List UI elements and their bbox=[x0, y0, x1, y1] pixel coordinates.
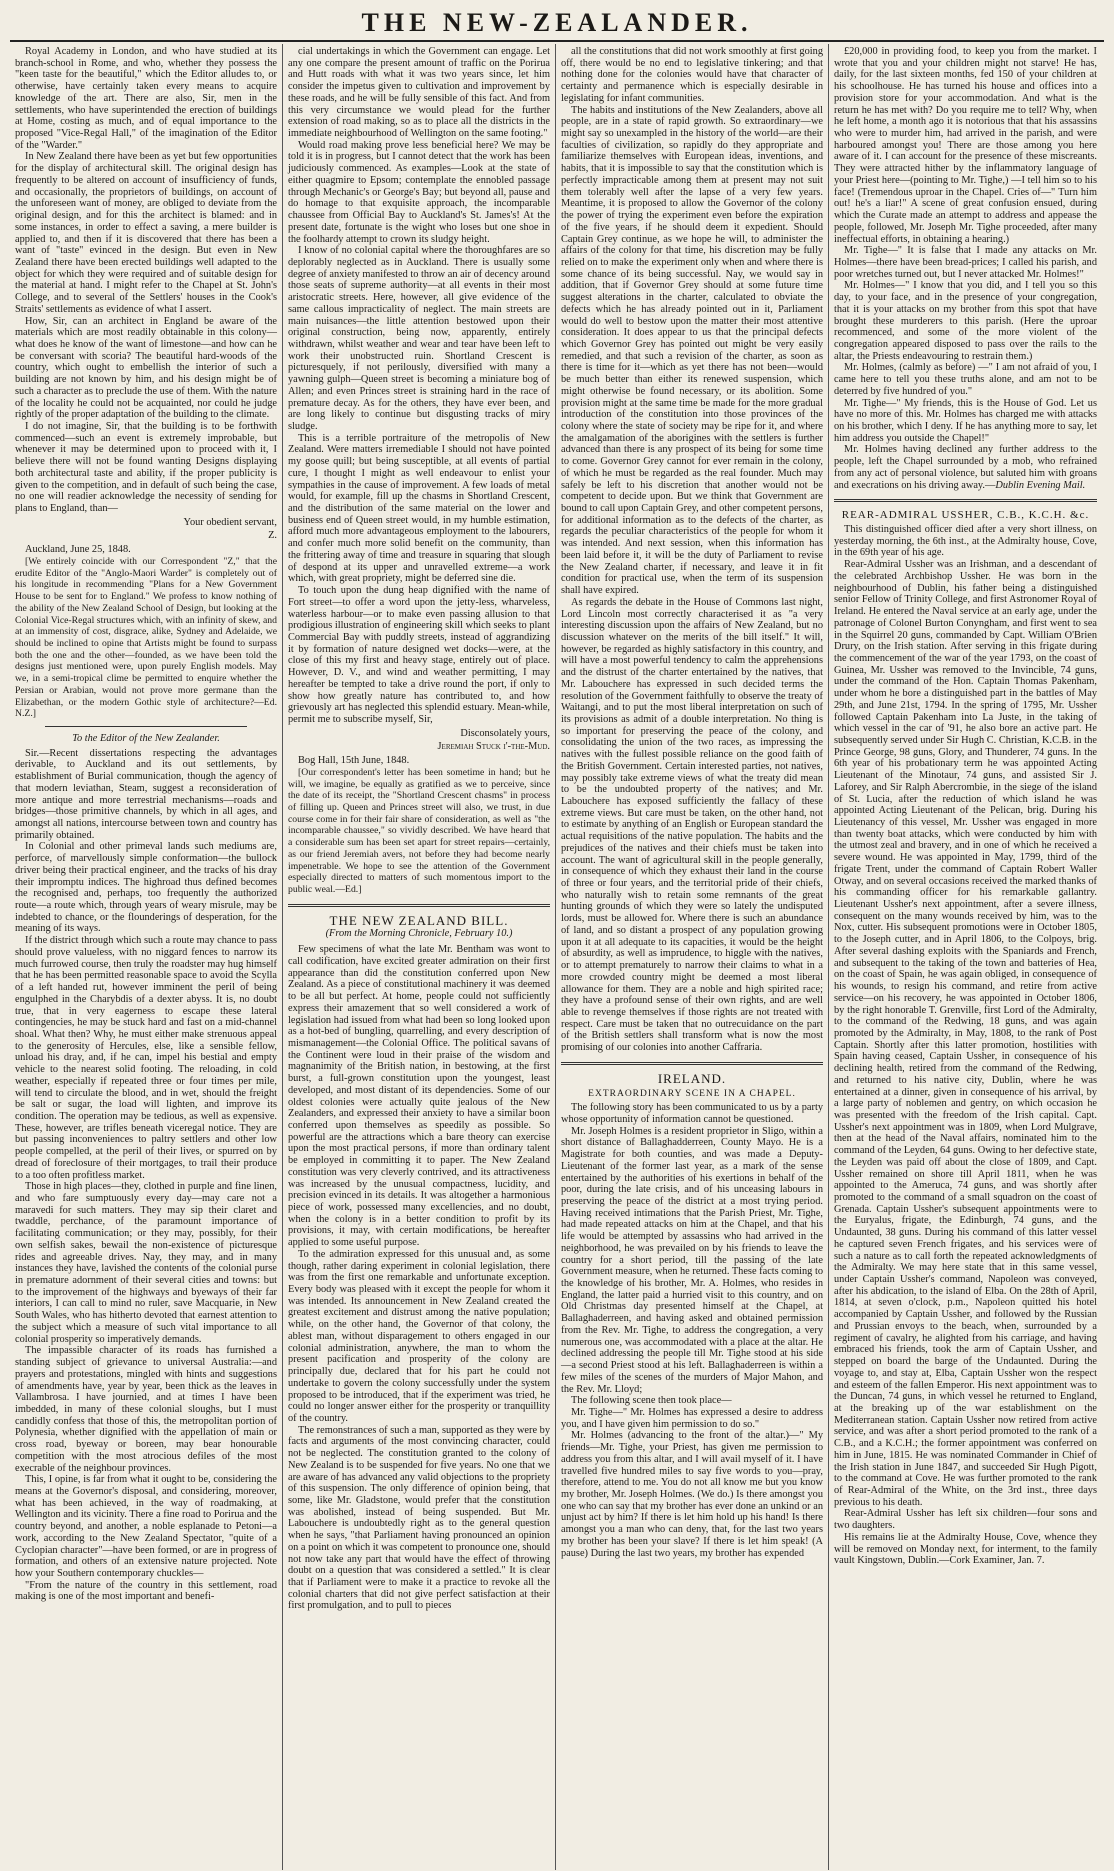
masthead-title: THE NEW-ZEALANDER. bbox=[361, 8, 753, 37]
source-credit: Dublin Evening Mail. bbox=[995, 479, 1086, 491]
article-source: (From the Morning Chronicle, February 10.) bbox=[325, 928, 513, 940]
paragraph: In Colonial and other primeval lands such mediums are, perforce, of marvellously simple conformation—the bullock driver being their practical engineer, and the tracks of his dray their impromptu indices. The highroad thus defined becomes the recognised and, perhaps, too frequently the authorized route—a route which, through years of weary misrule, may be indebted to chance, or the flounderings of desperation, for the meaning of its ways. bbox=[15, 841, 277, 935]
paragraph: The habits and institutions of the New Zealanders, above all people, are in a state of rapid growth. So extraordinary—we might say so unexampled in the history of the world—are their faculties of civilization, so rapidly do they appropriate and familiarize themselves with European ideas, inventions, and habits, that it is impossible to say that the constitution which is perfectly impracticable among them at present may not suit them tolerably well after the lapse of a very few years. Meantime, it is proposed to allow the Governor of the colony the power of trying the experiment even before the expiration of the five years, if he should deem it expedient. Should Captain Grey continue, as we hope he will, to administer the affairs of the colony for that time, his discretion may be fully relied on to make the experiment only when and where there is some chance of its being successful. Nay, we would say in addition, that if Governor Grey should at some future time suggest alterations in the charter, calculated to obviate the defects which he has already pointed out in it, Parliament would do well to bestow upon the matter their most attentive consideration. It does appear to us that the principal defects which Governor Grey has pointed out might be very easily remedied, and that such a revision of the charter, as soon as there is time for it—which as yet there has not been—would be much better than either its renewed suspension, which might otherwise be found necessary, or its abolition. Some provision might at the same time be made for the more gradual introduction of the constitution into those provinces of the colony where the state of society may be ripe for it, and where the amalgamation of the aborigines with the settlers is further advanced than there is any prospect of its being for some time to come. Governor Grey cannot for ever remain in the colony, of which he must be regarded as the real founder. Much may safely be left to his discretion that another would not be competent to decide upon. But we think that Government are bound to call upon Captain Grey, and other competent persons, for additional information as to the defects of the charter, as regards the peculiar characteristics of the people for whom it was intended. And next session, when this information has been laid before it, it will be the duty of Parliament to revise the New Zealand charter, if necessary, and leave it in fit condition for practical use, when the term of its suspension shall have expired. bbox=[561, 104, 823, 597]
signature-initial: Z. bbox=[268, 530, 277, 542]
paragraph: The impassible character of its roads has furnished a standing subject of grievance to universal Australia:—and prayers and protestations, mingled with hints and suggestions of amendments have, year by year, been thick as the leaves in Vallambrosa. I have journied, and at times I have been imbedded, in many of these colonial sloughs, but I must candidly confess that those of this, the metropolitan portion of Polynesia, whether dignified with the appellation of main or cross road, byeway or boreen, may bear honourable competition with the most atrocious defiles of the most execrable of the neighbour provinces. bbox=[15, 1345, 277, 1474]
paragraph: His remains lie at the Admiralty House, Cove, whence they will be removed on Monday next, for interment, to the family vault Kingstown, Dublin.—Cork Examiner, Jan. 7. bbox=[834, 1531, 1097, 1567]
paragraph: Mr. Tighe—" Mr. Holmes has expressed a desire to address you, and I have given him permission to do so." bbox=[561, 1406, 823, 1430]
paragraph: I do not imagine, Sir, that the building is to be forthwith commenced—such an event is extremely improbable, but whenever it may be determined upon to proceed with it, I believe there will not be found wanting Designs displaying both architectural taste and ability, if the proper publicity is given to the competition, and in default of such being the case, no one will readier acknowledge the necessity of sending for plans to England, than— bbox=[15, 421, 277, 515]
paragraph: Mr. Holmes (advancing to the front of the altar.)—" My friends—Mr. Tighe, your Priest, has given me permission to address you from this altar, and I will avail myself of it. I have travelled five hundred miles to say five words to you—pray, therefore, attend to me. You do not all know me but you know my brother, Mr. Joseph Holmes. (We do.) Is there amongst you one who can say that my brother has ever done an unkind or an unjust act by him? If there is let him hold up his hand! Is there amongst you a man who can deny, that, for the last two years my brother has been your slave? If there is let him speak! (A pause) During the last two years, my brother has expended bbox=[561, 1430, 823, 1559]
divider bbox=[561, 1062, 823, 1065]
column-2 bbox=[283, 44, 556, 1870]
columns bbox=[10, 44, 1104, 1870]
paragraph: cial undertakings in which the Government can engage. Let any one compare the present amount of traffic on the Porirua and Hutt roads with what it was two years since, let him consider the impetus given to cultivation and improvement by these roads, and he will be fully sensible of this fact. And from this very circumstance we would plead for the further extension of road making, so as to place all the districts in the immediate neighbourhood of Wellington on the same footing." bbox=[288, 46, 550, 140]
article-heading: IRELAND. bbox=[657, 1070, 727, 1086]
signature: Your obedient servant, bbox=[183, 516, 277, 528]
dateline: Auckland, June 25, 1848. bbox=[25, 544, 131, 556]
article-heading: THE NEW ZEALAND BILL. bbox=[329, 912, 509, 928]
paragraph: Few specimens of what the late Mr. Bentham was wont to call codification, have excited greater admiration on their first appearance than did the constitution conferred upon New Zealand. As a piece of constitutional machinery it was deemed to be all but perfect. At home, people could not sufficiently express their amazement that so well considered a work of legislation had issued from what had been so long looked upon as a hot-bed of bungling, quarrelling, and every description of mismanagement—the Colonial Office. The political savans of the Continent were loud in their praise of the wisdom and magnanimity of the British nation, in bestowing, at the first burst, a full-grown constitution upon the youngest, least developed, and most distant of its dependencies. Some of our oldest colonies were actually quite jealous of the New Zealanders, and expressed their anxiety to have a similar boon conferred upon themselves as speedily as possible. So powerful are the attractions which a bare theory can exercise upon the most practical persons, if more than ordinary talent be employed in committing it to paper. The New Zealand constitution was very cleverly contrived, and its attractiveness was increased by the unusual compactness, lucidity, and precision evinced in its details. It was altogether a harmonious piece of work, possessed many excellencies, and no doubt, when the colony is in a better condition to profit by its provisions, it may, with certain modifications, be hereafter applied to some useful purpose. bbox=[288, 944, 550, 1249]
paragraph: Mr. Tighe—" It is false that I made any attacks on Mr. Holmes—there have been bread-prices; I called his parish, and poor wretches turned out, but I never attacked Mr. Holmes!" bbox=[834, 245, 1097, 280]
paragraph: Rear-Admiral Ussher has left six children—four sons and two daughters. bbox=[834, 1508, 1097, 1532]
column-3 bbox=[556, 44, 829, 1870]
paragraph: all the constitutions that did not work smoothly at first going off, there would be no end to legislative tinkering; and that nothing done for the colonies would have that character of certainty and permanence which is especially desirable in legislating for infant communities. bbox=[561, 46, 823, 104]
signature-name: Jeremiah Stuck i'-the-Mud. bbox=[437, 741, 550, 753]
paragraph: As regards the debate in the House of Commons last night, Lord Lincoln most correctly characterised it as "a very interesting discussion upon the affairs of New Zealand, but no discussion whatever on the merits of the bill itself." It will, however, be regarded as highly satisfactory in this country, and will have a most powerful tendency to calm the apprehensions and the distrust of the charter entertained by the natives, that Mr. Labouchere has expressed in such decided terms the resolution of the Government faithfully to observe the treaty of Waitangi, and to put the most liberal interpretation on such of its provisions as admit of a double interpretation. No thing is so important for preserving the peace of the colony, and consolidating the union of the two races, as impressing the natives with the fullest possible reliance on the good faith of the British Government. Certain interested parties, not natives, may possibly take extreme views of what the treaty did mean to be the undoubted property of the natives; and Mr. Labouchere has exposed sufficiently the fallacy of these extreme views. But care must be taken, on the other hand, not to estimate by anything of an English or European standard the actual requisitions of the native population. The habits and the prejudices of the natives and their chiefs must be taken into account. The want of agricultural skill in the people generally, in consequence of which they exhaust their land in the course of three or four years, and the territorial pride of their chiefs, who naturally wish to retain some remnants of the great hunting grounds of which they were so lately the undisputed lords, must be allowed for. Where there is such an abundance of land, and so distant a prospect of any population growing upon it at all adequate to its capacities, it would be the height of absurdity, as well as imprudence, to higgle with the natives, or to attempt prematurely to narrow their claims to what in a more crowded country might be deemed a most liberal allowance for them. They are a noble and high spirited race; they have a profound sense of their own rights, and are well able to revenge themselves if those rights are not treated with respect. Care must be taken that no outrecuidance on the part of the British settlers shall transform what is now the most promising of our colonies into another Caffraria. bbox=[561, 596, 823, 1054]
dateline: Bog Hall, 15th June, 1848. bbox=[298, 755, 410, 767]
paragraph: Mr. Tighe—" My friends, this is the House of God. Let us have no more of this. Mr. Holmes has charged me with attacks on his brother, which I deny. If he has anything more to say, let him address you outside the Chapel!" bbox=[834, 397, 1097, 444]
paragraph: Mr. Holmes—" I know that you did, and I tell you so this day, to your face, and in the presence of your congregation, that it is your attacks on my brother from this spot that have brought these murderers to this parish. (Here the uproar recommenced, and some of the more violent of the congregation appeared disposed to pass over the rails to the altar, the Priests endeavouring to restrain them.) bbox=[834, 280, 1097, 362]
divider bbox=[834, 499, 1097, 502]
article-heading: REAR-ADMIRAL USSHER, C.B., K.C.H. &c. bbox=[841, 509, 1090, 522]
paragraph: The remonstrances of such a man, supported as they were by facts and arguments of the most convincing character, could not be neglected. The constitution granted to the colony of New Zealand is to be suspended for five years. No one that we are aware of has advanced any valid objections to the propriety of this suspension. The only difference of opinion being, that some, like Mr. Gladstone, would prefer that the constitution was abolished, instead of being suspended. But Mr. Labouchere is undoubtedly right as to the general question when he says, "that Parliament having pronounced an opinion on a point on which it was competent to pronounce one, should not now take any part that would have the effect of throwing doubt on a question that was considered a settled." It is clear that if Parliament were to make it a practice to revoke all the colonial charters that did not give perfect satisfaction at their first promulgation, and to pull to pieces bbox=[288, 1424, 550, 1612]
divider bbox=[288, 904, 550, 907]
paragraph: I know of no colonial capital where the thoroughfares are so deplorably neglected as in Auckland. There is usually some degree of anxiety manifested to throw an air of decency around those seats of supreme authority—at all events in their most aristocratic streets. Here, however, all give evidence of the same callous impracticality of neglect. The main streets are main nuisances—the little attention bestowed upon their original construction, being now, apparently, entirely withdrawn, whilst weather and wear and tear have been left to work their unobstructed ruin. Shortland Crescent is picturesquely, if not perilously, diversified with many a yawning gulph—Queen street is becoming a miniature bog of Allen; and even Princes street is straining hard in the race of premature decay. As for the others, they have ever been, and are long likely to continue but disgusting tracks of miry sludge. bbox=[288, 245, 550, 432]
article-subheading: EXTRAORDINARY SCENE IN A CHAPEL. bbox=[588, 1088, 796, 1099]
paragraph bbox=[834, 444, 1097, 491]
masthead bbox=[10, 6, 1104, 42]
paragraph: Mr. Joseph Holmes is a resident proprietor in Sligo, within a short distance of Ballaghadderreen, County Mayo. He is a Magistrate for both counties, and was made a Deputy-Lieutenant of the former last year, as a mark of the sense entertained by the authorities of his exertions in behalf of the poor, during the late crisis, and of his unceasing labours in preserving the peace of the district at a most trying period. Having received intimations that the Parish Priest, Mr. Tighe, had made repeated attacks on him at the Chapel, and that his life would be attempted by assassins who had arrived in the neighborhood, he was prevailed on by his friends to leave the country for a short period, till the passing of the late Government measure, when he returned. These facts coming to the knowledge of his brother, Mr. A. Holmes, who resides in England, the latter paid a hurried visit to this country, and on Old Christmas day presented himself at the Chapel, at Ballaghaderreen, and having asked and obtained permission from the Rev. Mr. Tighe, to address the congregation, a very numerous one, was accommodated with a place at the altar. He declined addressing the people till Mr. Tighe stood at his side—a second Priest stood at his left. Ballaghaderreen is within a few miles of the scenes of the murders of Major Mahon, and the Rev. Mr. Lloyd; bbox=[561, 1125, 823, 1395]
paragraph: This distinguished officer died after a very short illness, on yesterday morning, the 6th inst., at the Admiralty house, Cove, in the 69th year of his age. bbox=[834, 524, 1097, 559]
paragraph: Would road making prove less beneficial here? We may be told it is in progress, but I cannot detect that the work has been judiciously commenced. As examples—Look at the state of either quagmire to Epsom; contemplate the ennobled passage through Mechanic's or George's Bay; but beyond all, pause and do homage to that exquisite approach, the incomparable chaussee from Official Bay to Auckland's St. James's! At the present date, fortunate is the wight who loses but one shoe in the foolhardy attempt to crown its sludgy height. bbox=[288, 139, 550, 245]
paragraph: Mr. Holmes, (calmly as before) —" I am not afraid of you, I came here to tell you these truths alone, and am not to be deterred by five hundred of you." bbox=[834, 362, 1097, 397]
paragraph: This is a terrible portraiture of the metropolis of New Zealand. Were matters irremediable I should not have pointed my goose quill; but being susceptible, at all events of partial cure, I thought I might as well endeavour to enlist your sympathies in the cause of improvement. A few loads of metal would, for example, fill up the chasms in Shortland Crescent, and the distribution of the same material on the lower and business end of Queen street would, in my humble estimation, afford much more advantageous employment to the labourers, and confer much more solid benefit on the community, than the frittering away of time and treasure in squaring that slough of despond at its upper and unravelled extreme—a work which, with great propriety, might be deferred sine die. bbox=[288, 432, 550, 585]
paragraph: £20,000 in providing food, to keep you from the market. I wrote that you and your children might not starve! He has, daily, for the last sixteen months, fed 150 of your children at his schoolhouse. He has turned his house and offices into a provision store for your accommodation. And what is the return he has met with? Do you require me to tell? Why, when he left home, a month ago it is notorious that that his assassins who were to murder him, had arrived in the parish, and were harboured amongst you! There are those among you here aware of it. I can account for the presence of these miscreants. They were attracted hither by the inflammatory language of your Priest here—(pointing to Mr. Tighe,) —I tell him so to his face! (Tremendous uproar in the Chapel. Cries of—" Turn him out! he's a liar!" A scene of great confusion ensued, during which the Curate made an attempt to address and appease the people, followed, Mr. Joseph Mr. Tighe proceeded, after many ineffectual efforts, in obtaining a hearing.) bbox=[834, 46, 1097, 245]
paragraph: In New Zealand there have been as yet but few opportunities for the display of architectural skill. The original design has frequently to be altered on account of insufficiency of funds, and occasionally, the proprietors of buildings, on account of the unforeseen want of money, are obliged to deviate from the original design, and for this the architect is blamed: and in some instances, in order to effect a saving, a mere builder is applied to, and then if it is discovered that there has been a want of "taste" evinced in the design. But even in New Zealand there have been erected buildings well adapted to the object for which they were required and of suitable design for the material at hand. I might refer to the Chapel at St. John's College, and to several of the Settlers' houses in the Cook's Straits' settlements as evidence of what I assert. bbox=[15, 151, 277, 315]
paragraph: Sir.—Recent dissertations respecting the advantages derivable, to Auckland and its out settlements, by establishment of Burial communication, though the agency of that modern leviathan, Steam, suggest a reconsideration of more antique and more terrestrial mechanisms—roads and bridges—those primitive channels, by which in all ages, and amongst all nations, intercourse between town and country has primarily obtained. bbox=[15, 747, 277, 841]
paragraph: Those in high places—they, clothed in purple and fine linen, and who fare sumptuously every day—may care not a maravedi for such matters. They may sip their claret and twaddle, perchance, of the paramount importance of facilitating communication; or they may, possibly, for their own selfish sakes, bewail the non-existence of picturesque rides and agreeable drives. Nay, they may, and in many instances they have, lavished the contents of the colonial purse in premature adornment of their several cities and towns: but to the improvement of the highways and byeways of their far interiors, I can call to mind no ruler, save Macquarie, in New South Wales, who has hitherto devoted that earnest attention to the subject which a measure of such vital importance to all colonial prosperity so imperatively demands. bbox=[15, 1181, 277, 1345]
paragraph: "From the nature of the country in this settlement, road making is one of the most important and benefi- bbox=[15, 1579, 277, 1603]
paragraph-text: Mr. Holmes having declined any further address to the people, left the Chapel surrounded by a mob, who refrained from any act of personal violence, but saluted him with groans and execrations on his driving away.— bbox=[834, 444, 1097, 491]
paragraph: To touch upon the dung heap dignified with the name of Fort street—to offer a word upon the jetty-less, wharveless, waterless harbour—or to make even passing allusion to that prodigious illustration of engineering skill which seeks to plant Commercial Bay with puddly streets, instead of aggrandizing it by formation of nature designed wet docks—were, at the close of this my first and heavy stage, entirely out of place. However, D. V., and wind and weather permitting, I may hereafter be tempted to take a drive round the port, if only to show how greatly nature has contributed to, and how grievously art has neglected this splendid estuary. Mean-while, permit me to subscribe myself, Sir, bbox=[288, 585, 550, 725]
column-4 bbox=[829, 44, 1102, 1870]
letter-heading: To the Editor of the New Zealander. bbox=[72, 732, 220, 744]
divider bbox=[45, 726, 247, 727]
paragraph: To the admiration expressed for this unusual and, as some though, rather daring experiment in colonial legislation, there was from the first one remarkable and unfortunate exception. Every body was pleased with it except the people for whom it was intended. Its announcement in New Zealand created the greatest excitement and distrust among the native population; while, on the other hand, the Governor of that colony, the ablest man, without disparagement to others engaged in our colonial administration, anywhere, the man to whom the present pacification and prosperity of the colony are principally due, declared that for his part he could not undertake to govern the colony successfully under the system proposed to be introduced, that if the experiment was tried, he could no longer answer either for the prosperity or tranquillity of the country. bbox=[288, 1248, 550, 1424]
paragraph: Royal Academy in London, and who have studied at its branch-school in Rome, and who, whether they possess the "keen taste for the beautiful," which the Editor alludes to, or otherwise, have certainly taken every means to acquire knowledge of the art. There are also, Sir, men in the settlements, who have superintended the erection of buildings at Home, costing as much, and of equal importance to the proposed "Vice-Regal Hall," of the imagination of the Editor of the "Warder." bbox=[15, 46, 277, 151]
editor-note: [We entirely coincide with our Correspondent "Z," that the erudite Editor of the "Anglo-Maori Warder" is completely out of his longitude in recommending "Plans for a New Government House to be sent for to England." We profess to know nothing of the ability of the New Zealand School of Design, but looking at the Colonial Vice-Regal structures which, with an infinity of skew, and at an immensity of cost, disgrace, alike, Sydney and Adelaide, we should be inclined to opine that Artists might be found to surpass both the one and the other—founded, as we have been told the designs just mentioned were, upon purely English models. May we, in a semi-tropical clime be permitted to enquire whether the Persian or Arabian, would not prove more germane than the Elizabethan, or the modern Gothic style of architecture?—Ed. N.Z.] bbox=[15, 555, 277, 720]
signature: Disconsolately yours, bbox=[460, 727, 550, 739]
paragraph: How, Sir, can an architect in England be aware of the materials which are most readily obtainable in this colony—what does he know of the want of limestone—and how can he be conversant with scoria? The beautiful hard-woods of the country, which ought to embellish the interior of such a building are not known by him, and his design might be of such a character as to preclude the use of them. With the nature of the locality he could not be acquainted, nor could he judge rightly of the proper adaptation of the building to the climate. bbox=[15, 315, 277, 421]
paragraph: The following scene then took place— bbox=[571, 1395, 732, 1407]
editor-note: [Our correspondent's letter has been sometime in hand; but he will, we imagine, be equally as gratified as we to perceive, since the date of its receipt, the "Shortland Crescent chasms" in process of filling up. Queen and Princes street will also, we trust, in due course come in for their fair share of consideration, as well as "the incomparable chaussee," so vividly described. We have heard that a considerable sum has been set apart for street repairs—certainly, as our friend Jeremiah avers, not before they had become nearly impenetrable. We hope to see the attention of the Government especially directed to matters of such momentous import to the public weal.—Ed.] bbox=[288, 766, 550, 896]
paragraph: If the district through which such a route may chance to pass should prove valueless, with no niggard fences to narrow its much furrowed course, then truly the roadster may hug himself that he has been permitted reasonable space to avoid the Scylla of a left handed rut, however imminent the peril of being engulphed in the Charybdis of a dexter abyss. It is, no doubt true, that in very eagerness to escape these lateral contingencies, he may be stuck hard and fast on a mid-channel shoal. What then? Why, he must either make strenuous appeal to the generosity of Hercules, else, like a sensible fellow, unload his dray, and, if he can, impel his bestial and empty vehicle to the nearest solid footing. The reloading, in cold weather, especially if repeated three or four times per mile, will tend to circulate the blood, and in wet, should the freight be salt or sugar, the load will lighten, and improve its condition. The operation may be tedious, as well as expensive. These, however, are trifles beneath viceregal notice. They are but passing inconveniences to paltry settlers and other low people compelled, at the peril of their lives, or spurred on by dread of foreclosure of their mortgages, to trail their produce to a too often profitless market. bbox=[15, 935, 277, 1181]
paragraph: Rear-Admiral Ussher was an Irishman, and a descendant of the celebrated Archbishop Ussher. He was born in the neighbourhood of Dublin, his father being a distinguished senior Fellow of Trinity College, and first Astronomer Royal of Ireland. He entered the Naval service at an early age, under the patronage of Colonel Burton Conyngham, and first went to sea in the Squirrel 20 guns, commanded by Capt. William O'Brien Drury, on the Irish station. After serving in this frigate during the commencement of the war of the year 1793, on the coast of Guinea, Mr. Ussher was removed to the Invincible, 74 guns, under the command of the Hon. Captain Thomas Pakenham, under whom he bore a distinguished part in the battles of May 29th, and June 21st, 1794. In the spring of 1795, Mr. Ussher followed Captain Pakenham into La Juste, in the taking of which vessel in the car of '91, he also bore an active part. He subsequently served under Sir Hugh C. Christian, K.C.B. in the Prince George, 98 guns, Glory, and Thunderer, 74 guns. In the 6th year of his probationary term he was appointed Acting Lieutenant of the Minotaur, 74 guns, and assisted Sir J. Laforey, and Sir Ralph Abercrombie, in the siege of the island of St. Lucia, after the reduction of which island he was appointed Acting Lieutenant of the Pelican, brig. During his Lieutenancy of this vessel, Mr. Ussher was engaged in more than twenty boat attacks, which were conducted by him with the utmost zeal and bravery, and in one of which he received a severe wound. He was appointed in May, 1799, third of the frigate Trent, under the command of Captain Robert Waller Otway, and on several occasions received the marked thanks of his commanding officer for his remarkable gallantry. Lieutenant Ussher's next appointment, after a severe illness, consequent on the many wounds received by him, was to the Nox, cutter. His subsequent promotions were in October 1805, to the Joseph cutter, and in April 1806, to the Colpoys, brig. After several dashing exploits with the Spaniards and French, and subsequent to the taking of the town and batteries of Hea, on the coast of Spain, he was again obliged, in consequence of his wounds, to resign his command, and retire from active service—on his recovery, he was appointed in October 1806, by the right honorable T. Grenville, first Lord of the Admiralty, to the command of the Redwing, 18 guns, and was again promoted by the Admiralty, in May, 1808, to the rank of Post Captain. Shortly after this latter promotion, hostilities with Spain having ceased, Captain Ussher, in consequence of his declining health, retired from the command of the Redwing, and returned to his native city, Dublin, where he was entertained at a dinner, given in consequence of his arrival, by a large party of noblemen and gentry, on which occasion he was presented with the freedom of the Irish capital. Capt. Ussher's next appointment was in 1809, when Lord Mulgrave, then at the head of the Naval affairs, nominated him to the command of the Leyden, 64 guns. Owing to her defective state, the Leyden was paid off about the close of 1809, and Capt. Ussher remained on shore till April 1811, when he was appointed to the Ameruca, 74 guns, and was shortly after promoted to the command of a small squadron on the coast of Grenada. Captain Ussher's subsequent appointments were to the Euryalus, frigate, the Edinburgh, 74 guns, and the Undaunted, 38 guns. During his command of this latter vessel he captured seven French frigates, and his services were of such a nature as to call forth the repeated acknowledgments of the Admiralty. We may here state that in this same vessel, under Captain Ussher's command, Napoleon was conveyed, after his abdication, to the island of Elba. On the 28th of April, 1814, at seven o'clock, p.m., Napoleon quitted his hotel accompanied by Captain Ussher, and followed by the Russian and Prussian envoys to the beach, when, surrounded by a regiment of cavalry, he alighted from his carriage, and having embraced his friends, took the arm of Captain Ussher, and stepped on board the barge of the Undaunted. During the voyage to, and stay at, Elba, Captain Ussher won the respect and esteem of the fallen Emperor. His next appointment was to the Duncan, 74 guns, in which vessel he returned to England, at the breaking up of the war establishment on the Mediterranean station. Captain Ussher now retired from active service, and was after a short period promoted to the rank of a C.B., and a K.C.H.; the former appointment was conferred on him in June, 1815. He was nominated Commander in Chief of the Irish station in June 1847, and succeeded Sir Hugh Pigott, to the command at Cove. He was further promoted to the rank of Rear-Admiral of the White, on the 3rd inst., three days previous to his death. bbox=[834, 559, 1097, 1508]
paragraph: This, I opine, is far from what it ought to be, considering the means at the Governor's disposal, and considering, moreover, what has been achieved, in the way of roadmaking, at Wellington and its vicinity. There a fine road to Porirua and the country beyond, and another, a noble esplanade to Petoni—a work, according to the New Zealand Spectator, "quite of a Cyclopian character"—have been formed, or are in progress of formation, and others of an extensive nature projected. Note how your Southern contemporary chuckles— bbox=[15, 1474, 277, 1579]
column-1 bbox=[10, 44, 283, 1870]
paragraph: The following story has been communicated to us by a party whose opportunity of information cannot be questioned. bbox=[561, 1102, 823, 1125]
